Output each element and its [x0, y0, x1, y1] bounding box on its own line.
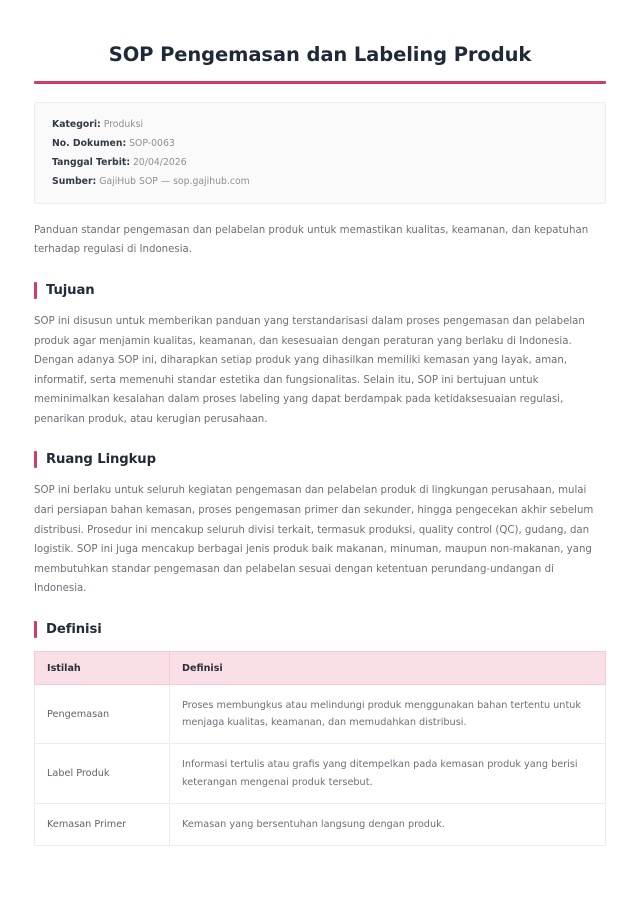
- metadata-label-tanggal-terbit: Tanggal Terbit:: [52, 156, 131, 168]
- section-heading-tujuan: [34, 282, 606, 299]
- metadata-row-sumber: [52, 172, 588, 191]
- definition-table-header: [35, 651, 606, 684]
- cell-istilah: Kemasan Primer: [35, 804, 170, 846]
- section-title-tujuan: Tujuan: [46, 282, 95, 298]
- section-title-definisi: Definisi: [46, 621, 102, 637]
- metadata-label-sumber: Sumber:: [52, 175, 97, 187]
- column-header-definisi: Definisi: [170, 651, 606, 684]
- definition-table-body: [35, 684, 606, 845]
- section-accent-bar-icon: [34, 451, 37, 468]
- title-divider: [34, 81, 606, 84]
- metadata-value-nomor-dokumen: SOP-0063: [129, 138, 175, 150]
- metadata-label-kategori: Kategori:: [52, 119, 101, 131]
- document-metadata-box: [34, 102, 606, 204]
- cell-istilah: Pengemasan: [35, 684, 170, 744]
- metadata-row-kategori: [52, 116, 588, 135]
- document-intro-paragraph: Panduan standar pengemasan dan pelabelan produk untuk memastikan kualitas, keamanan, dan kepatuhan terhadap regulasi di Indonesia.: [34, 224, 589, 256]
- metadata-value-sumber: GajiHub SOP — sop.gajihub.com: [99, 175, 250, 187]
- table-row: [35, 684, 606, 744]
- section-ruang-lingkup: [34, 451, 606, 598]
- page-title: SOP Pengemasan dan Labeling Produk: [108, 43, 532, 66]
- section-accent-bar-icon: [34, 282, 37, 299]
- cell-definisi: Informasi tertulis atau grafis yang ditempelkan pada kemasan produk yang berisi keterangan mengenai produk tersebut.: [170, 744, 606, 804]
- section-body-ruang-lingkup: SOP ini berlaku untuk seluruh kegiatan pengemasan dan pelabelan produk di lingkungan perusahaan, mulai dari persiapan bahan kemasan, proses pengemasan primer dan sekunder, hingga pengecekan akhir sebelum distribusi. Prosedur ini mencakup seluruh divisi terkait, termasuk produksi, quality control (QC), gudang, dan logistik. SOP ini juga mencakup berbagai jenis produk baik makanan, minuman, maupun non-makanan, yang membutuhkan standar pengemasan dan pelabelan sesuai dengan ketentuan perundang-undangan di Indonesia.: [34, 485, 594, 595]
- section-definisi: [34, 621, 606, 846]
- section-accent-bar-icon: [34, 621, 37, 638]
- cell-istilah: Label Produk: [35, 744, 170, 804]
- section-tujuan: [34, 282, 606, 429]
- metadata-row-tanggal-terbit: [52, 153, 588, 172]
- definition-table: [34, 651, 606, 846]
- cell-definisi: Kemasan yang bersentuhan langsung dengan produk.: [170, 804, 606, 846]
- cell-definisi: Proses membungkus atau melindungi produk menggunakan bahan tertentu untuk menjaga kualitas, keamanan, dan memudahkan distribusi.: [170, 684, 606, 744]
- table-row: [35, 744, 606, 804]
- metadata-row-nomor-dokumen: [52, 135, 588, 154]
- column-header-istilah: Istilah: [35, 651, 170, 684]
- metadata-value-tanggal-terbit: 20/04/2026: [133, 156, 187, 168]
- metadata-value-kategori: Produksi: [103, 119, 144, 131]
- table-header-row: [35, 651, 606, 684]
- metadata-label-nomor-dokumen: No. Dokumen:: [52, 138, 127, 150]
- section-heading-definisi: [34, 621, 606, 638]
- section-title-ruang-lingkup: Ruang Lingkup: [46, 452, 156, 468]
- section-heading-ruang-lingkup: [34, 451, 606, 468]
- section-body-tujuan: SOP ini disusun untuk memberikan panduan yang terstandarisasi dalam proses pengemasan dan pelabelan produk agar menjamin kualitas, keamanan, dan kesesuaian dengan peraturan yang berlaku di Indonesia. Dengan adanya SOP ini, diharapkan setiap produk yang dihasilkan memiliki kemasan yang layak, aman, informatif, serta memenuhi standar estetika dan fungsionalitas. Selain itu, SOP ini bertujuan untuk meminimalkan kesalahan dalam proses labeling yang dapat berdampak pada ketidaksesuaian regulasi, penarikan produk, atau kerugian perusahaan.: [34, 316, 585, 425]
- table-row: [35, 804, 606, 846]
